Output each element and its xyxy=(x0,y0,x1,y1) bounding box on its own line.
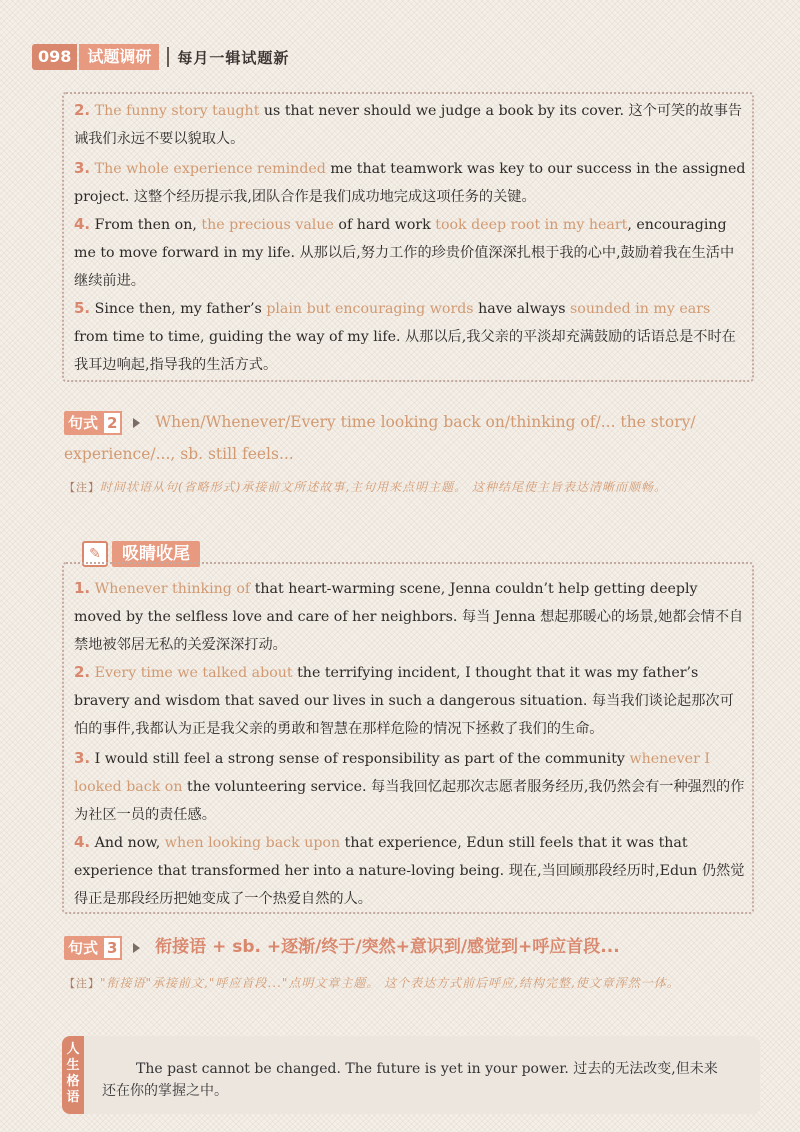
motto-text xyxy=(102,1058,722,1102)
page-header xyxy=(32,44,289,70)
pattern-tag: 句式 xyxy=(64,936,102,960)
example-item xyxy=(74,658,746,743)
example-item xyxy=(74,154,746,211)
section-title: 吸睛收尾 xyxy=(112,541,200,567)
highlight-phrase: plain but encouraging words xyxy=(266,301,474,317)
item-text: that experience, Edun still feels that it was that experience that transformed her into a nature-loving being. 现在,当回顾那段经历时,Edun 仍然觉得正是那段经历把她变成了一个热爱自然的人。 xyxy=(74,835,745,907)
item-text: Since then, my father’s xyxy=(94,301,267,317)
motto-box xyxy=(62,1036,760,1114)
highlight-phrase: when looking back upon xyxy=(164,835,341,851)
example-item xyxy=(74,96,746,153)
motto-label: 人生格语 xyxy=(62,1036,84,1114)
pattern-tag: 句式 xyxy=(64,411,102,435)
highlight-phrase: Every time we talked about xyxy=(94,665,293,681)
pattern-number: 2 xyxy=(102,411,122,435)
highlight-phrase: Whenever thinking of xyxy=(94,581,251,597)
highlight-phrase: took deep root in my heart xyxy=(435,217,628,233)
highlight-phrase: sounded in my ears xyxy=(570,301,711,317)
arrow-right-icon xyxy=(133,418,140,428)
example-item xyxy=(74,210,746,295)
pattern-text: 衔接语 + sb. +逐渐/终于/突然+意识到/感觉到+呼应首段... xyxy=(155,937,620,957)
pencil-icon: ✎ xyxy=(82,541,108,567)
item-text: that heart-warming scene, Jenna couldn’t help getting deeply moved by the selfless love and care of her neighbors. 每当 Jenna 想起那暖心的场景,她都会情不自禁地被邻居无私的关爱深深打动。 xyxy=(74,581,744,653)
sentence-pattern-3 xyxy=(64,934,754,960)
item-number: 3. xyxy=(74,749,91,767)
header-divider xyxy=(167,47,169,67)
example-item xyxy=(74,574,746,659)
arrow-right-icon xyxy=(133,943,140,953)
page-number: 098 xyxy=(32,44,77,70)
header-title: 每月一辑试题新 xyxy=(177,48,290,67)
pattern-badge xyxy=(64,411,122,435)
highlight-phrase: whenever I looked back on xyxy=(74,751,710,795)
note-text: "衔接语"承接前文,"呼应首段..."点明文章主题。 这个表达方式前后呼应,结构完整,使文章浑然一体。 xyxy=(100,976,680,990)
item-number: 4. xyxy=(74,833,91,851)
item-number: 1. xyxy=(74,579,91,597)
item-number: 2. xyxy=(74,663,91,681)
section-tag: 试题调研 xyxy=(79,44,159,70)
pattern-number: 3 xyxy=(102,936,122,960)
item-number: 5. xyxy=(74,299,91,317)
motto-line: 还在你的掌握之中。 xyxy=(102,1083,228,1099)
item-number: 2. xyxy=(74,101,91,119)
item-text: me that teamwork was key to our success in the assigned project. 这整个经历提示我,团队合作是我们成功地完成这项任务的关键。 xyxy=(74,161,746,205)
item-number: 3. xyxy=(74,159,91,177)
item-text: I would still feel a strong sense of responsibility as part of the community xyxy=(94,751,630,767)
note-bracket: 【注】 xyxy=(64,481,100,494)
sentence-pattern-2 xyxy=(64,406,754,470)
note-text: 时间状语从句(省略形式)承接前文所述故事,主句用来点明主题。 这种结尾使主旨表达清晰而顺畅。 xyxy=(100,480,667,494)
item-text: the volunteering service. 每当我回忆起那次志愿者服务经历,我仍然会有一种强烈的作为社区一员的责任感。 xyxy=(74,779,745,823)
item-text: And now, xyxy=(94,835,165,851)
example-box-1 xyxy=(62,92,754,382)
item-text: , encouraging me to move forward in my life. 从那以后,努力工作的珍贵价值深深扎根于我的心中,鼓励着我在生活中继续前进。 xyxy=(74,217,735,289)
item-text: From then on, xyxy=(94,217,202,233)
highlight-phrase: the precious value xyxy=(201,217,334,233)
highlight-phrase: The whole experience reminded xyxy=(94,161,326,177)
pattern-text: When/Whenever/Every time looking back on/thinking of/... the story/ experience/..., sb. still feels... xyxy=(64,413,696,463)
example-item xyxy=(74,744,746,829)
pattern-badge xyxy=(64,936,122,960)
note-bracket: 【注】 xyxy=(64,977,100,990)
motto-line: The past cannot be changed. The future is yet in your power. 过去的无法改变,但未来 xyxy=(136,1061,718,1077)
item-text: have always xyxy=(473,301,571,317)
pattern-note-3 xyxy=(64,970,754,997)
example-item xyxy=(74,294,746,379)
pattern-note-2 xyxy=(64,474,754,501)
item-text: the terrifying incident, I thought that it was my father’s bravery and wisdom that saved our lives in such a dangerous situation. 每当我们谈论起那次可怕的事件,我都认为正是我父亲的勇敢和智慧在那样危险的情况下拯救了我们的生命。 xyxy=(74,665,734,737)
item-text: of hard work xyxy=(333,217,436,233)
highlight-phrase: The funny story taught xyxy=(94,103,260,119)
example-box-2 xyxy=(62,562,754,914)
item-text: from time to time, guiding the way of my life. 从那以后,我父亲的平淡却充满鼓励的话语总是不时在我耳边响起,指导我的生活方式。 xyxy=(74,329,736,373)
example-item xyxy=(74,828,746,913)
item-text: us that never should we judge a book by its cover. 这个可笑的故事告诫我们永远不要以貌取人。 xyxy=(74,103,742,147)
item-number: 4. xyxy=(74,215,91,233)
